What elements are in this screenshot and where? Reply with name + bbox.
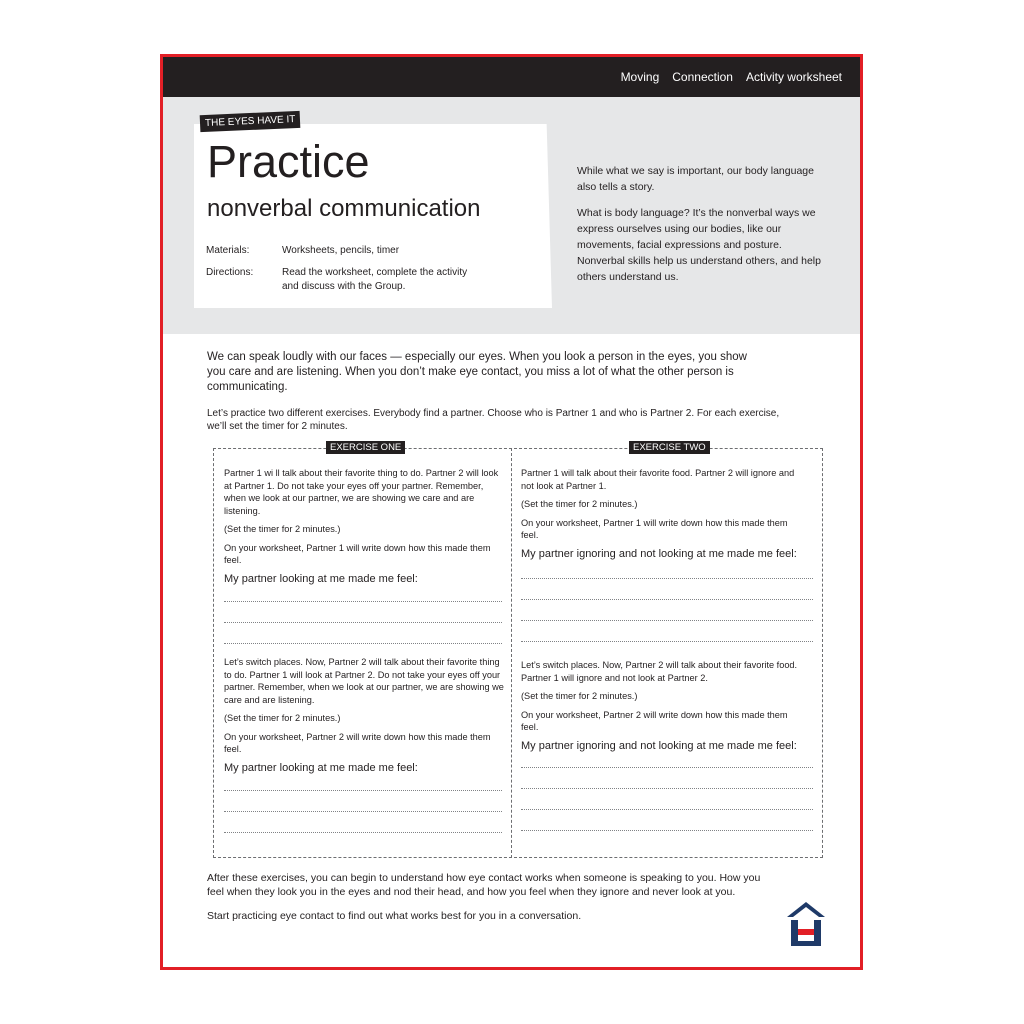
answer-line[interactable] (521, 788, 813, 789)
answer-line[interactable] (521, 599, 813, 600)
feeling-prompt: My partner ignoring and not looking at me made me feel: (521, 547, 797, 560)
body-paragraph-2: Let’s practice two different exercises. Everybody find a partner. Choose who is Partner 1 and who is Partner 2. For each exercise, we’ll set the timer for 2 minutes. (207, 408, 780, 432)
instruction-text: Let’s switch places. Now, Partner 2 will talk about their favorite food. Partner 1 will ignore and not look at Partner 2. (521, 660, 798, 683)
answer-line[interactable] (224, 790, 502, 791)
nav-moving[interactable]: Moving (620, 70, 660, 84)
footer-paragraph-2: Start practicing eye contact to find out what works best for you in a conversation. (207, 910, 582, 922)
worksheet-note: On your worksheet, Partner 1 will write down how this made them feel. (521, 517, 788, 540)
exercise-one-part-2 (224, 656, 504, 780)
instruction-text: Partner 1 wi ll talk about their favorite thing to do. Partner 2 will look at Partner 1. Do not take your eyes off your partner. Remember, when we look at our partner, we are showing we care and are listening. (224, 468, 499, 516)
worksheet-note: On your worksheet, Partner 1 will write down how this made them feel. (224, 542, 491, 565)
materials-label: Materials: (206, 245, 250, 256)
timer-note: (Set the timer for 2 minutes.) (521, 691, 638, 701)
feeling-prompt: My partner ignoring and not looking at me made me feel: (521, 739, 797, 752)
nav-connection[interactable]: Connection (672, 70, 733, 84)
answer-lines-ex2-p1[interactable] (521, 578, 813, 662)
directions-label: Directions: (206, 267, 254, 278)
nav-activity-worksheet[interactable]: Activity worksheet (745, 70, 842, 84)
timer-note: (Set the timer for 2 minutes.) (224, 713, 341, 723)
exercise-two-label: EXERCISE TWO (629, 441, 710, 454)
feeling-prompt: My partner looking at me made me feel: (224, 761, 418, 774)
body-paragraph-1: We can speak loudly with our faces — especially our eyes. When you look a person in the eyes, you show you care and are listening. When you don’t make eye contact, you miss a lot of what the other person is communicating. (207, 351, 747, 393)
answer-line[interactable] (224, 622, 502, 623)
exercise-one-part-1 (224, 467, 504, 591)
answer-line[interactable] (224, 832, 502, 833)
directions-value: Read the worksheet, complete the activity and discuss with the Group. (282, 267, 468, 292)
timer-note: (Set the timer for 2 minutes.) (521, 499, 638, 509)
instruction-text: Let’s switch places. Now, Partner 2 will talk about their favorite thing to do. Partner 1 will look at Partner 2. Do not take your eyes off your partner. Remember, when we look at our partner, we are showing we care and are listening. (224, 657, 504, 705)
answer-line[interactable] (224, 811, 502, 812)
top-nav-bar (163, 57, 860, 97)
worksheet-note: On your worksheet, Partner 2 will write down how this made them feel. (521, 709, 788, 732)
worksheet-page (160, 54, 863, 970)
house-logo-icon (785, 900, 827, 948)
answer-line[interactable] (521, 809, 813, 810)
exercise-one-label: EXERCISE ONE (326, 441, 405, 454)
intro-text (577, 163, 822, 295)
intro-paragraph-2: What is body language? It’s the nonverbal ways we express ourselves using our bodies, like our movements, facial expressions and posture. Nonverbal skills help us understand others, and help others understand us. (577, 207, 821, 283)
answer-lines-ex2-p2[interactable] (521, 767, 813, 851)
intro-paragraph-1: While what we say is important, our body language also tells a story. (577, 165, 814, 193)
hero-panel (163, 97, 860, 334)
answer-line[interactable] (521, 767, 813, 768)
answer-line[interactable] (224, 601, 502, 602)
answer-lines-ex1-p1[interactable] (224, 601, 502, 664)
worksheet-note: On your worksheet, Partner 2 will write down how this made them feel. (224, 731, 491, 754)
answer-line[interactable] (521, 620, 813, 621)
feeling-prompt: My partner looking at me made me feel: (224, 572, 418, 585)
footer-paragraph-1: After these exercises, you can begin to understand how eye contact works when someone is speaking to you. How you feel when they look you in the eyes and nod their head, and how you feel when they ignore and never look at you. (207, 872, 761, 898)
exercise-two-part-2 (521, 659, 801, 758)
exercise-two-part-1 (521, 467, 801, 566)
timer-note: (Set the timer for 2 minutes.) (224, 524, 341, 534)
page-subtitle: nonverbal communication (207, 195, 481, 222)
answer-line[interactable] (224, 643, 502, 644)
materials-value: Worksheets, pencils, timer (282, 245, 400, 256)
answer-line[interactable] (521, 830, 813, 831)
answer-lines-ex1-p2[interactable] (224, 790, 502, 853)
instruction-text: Partner 1 will talk about their favorite food. Partner 2 will ignore and not look at Partner 1. (521, 468, 795, 491)
page-title: Practice (207, 136, 370, 187)
answer-line[interactable] (521, 578, 813, 579)
exercise-divider (511, 448, 512, 858)
answer-line[interactable] (521, 641, 813, 642)
section-tag: THE EYES HAVE IT (200, 111, 301, 132)
